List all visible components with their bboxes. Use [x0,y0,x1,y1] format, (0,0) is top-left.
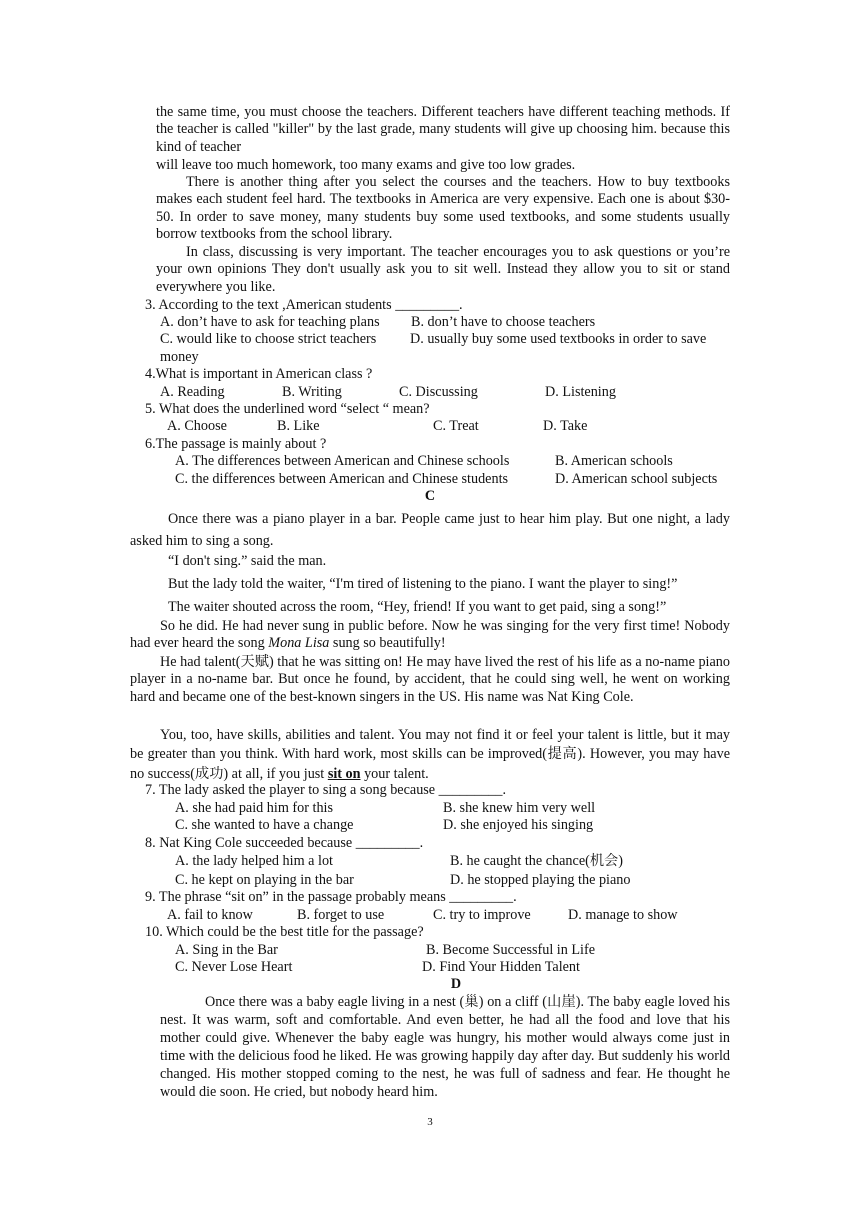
question-4-option-a[interactable]: A. Reading [160,384,225,400]
question-9-option-c[interactable]: C. try to improve [433,907,531,923]
passage-b-paragraph-1 [156,104,730,156]
question-3-stem: 3. According to the text ,American students _________. [145,297,463,313]
question-5-stem: 5. What does the underlined word “select “ mean? [145,401,430,417]
section-c-heading: C [424,488,436,504]
question-7-stem: 7. The lady asked the player to sing a song because _________. [145,782,507,798]
question-3-option-c[interactable]: C. would like to choose strict teachers [160,331,377,347]
question-9-stem: 9. The phrase “sit on” in the passage probably means _________. [145,889,517,905]
question-7-option-d[interactable]: D. she enjoyed his singing [443,817,594,833]
question-9-option-a[interactable]: A. fail to know [167,907,253,923]
passage-b-paragraph-1-end: will leave too much homework, too many exams and give too low grades. [156,157,576,173]
question-8-option-c[interactable]: C. he kept on playing in the bar [175,872,354,888]
paragraph-5-text-b: sung so beautifully! [329,635,446,652]
question-5-option-d[interactable]: D. Take [543,418,588,434]
question-8-option-b[interactable]: B. he caught the chance(机会) [450,853,623,869]
question-6-option-a[interactable]: A. The differences between American and Chinese schools [175,453,510,469]
question-4-option-b[interactable]: B. Writing [282,384,342,400]
question-3-option-d-cont: money [160,349,199,365]
question-3-option-a[interactable]: A. don’t have to ask for teaching plans [160,314,380,330]
paragraph-7-text-a: You, too, have skills, abilities and talent. You may not find it or feel your talent is little, but it may be greater than you think. With hard work, most skills can be improved(提高). However, you may have no success(成功) at all, if you just [130,727,730,782]
question-4-stem: 4.What is important in American class ? [145,366,373,382]
section-d-paragraph-1: Once there was a baby eagle living in a nest (巢) on a cliff (山崖). The baby eagle loved his nest. It was warm, soft and comfortable. And even better, he had all the food and love that his mother could give. Whenever the baby eagle was hungry, his mother would always come just in time with the delicious food he liked. He was growing happily day after day. But suddenly his world changed. His mother stopped coming to the nest, he was full of sadness and fear. He thought he would die soon. He cried, but nobody heard him. [160,994,731,1100]
section-c-paragraph-3: But the lady told the waiter, “I'm tired of listening to the piano. I want the player to sing!” [168,576,678,592]
underlined-phrase-sit-on: sit on [327,765,361,782]
section-c-paragraph-4: The waiter shouted across the room, “Hey, friend! If you want to get paid, sing a song!” [168,599,667,615]
question-7-option-b[interactable]: B. she knew him very well [443,800,596,816]
question-9-option-d[interactable]: D. manage to show [568,907,678,923]
question-6-option-b[interactable]: B. American schools [555,453,673,469]
question-8-option-d[interactable]: D. he stopped playing the piano [450,872,631,888]
section-c-paragraph-1: Once there was a piano player in a bar. People came just to hear him play. But one night, a lady asked him to sing a song. [130,511,730,549]
question-5-option-c[interactable]: C. Treat [433,418,479,434]
question-7-option-a[interactable]: A. she had paid him for this [175,800,334,816]
question-5-option-b[interactable]: B. Like [277,418,320,434]
question-10-stem: 10. Which could be the best title for the passage? [145,924,424,940]
question-4-option-c[interactable]: C. Discussing [399,384,478,400]
page-number: 3 [427,1116,433,1128]
paragraph-5-text-a: So he did. He had never sung in public before. Now he was singing for the very first time! Nobody had ever heard the song [130,618,730,652]
question-4-option-d[interactable]: D. Listening [545,384,616,400]
song-title: Mona Lisa [268,635,330,652]
passage-b-p1-text: the same time, you must choose the teachers. Different teachers have different teaching methods. If the teacher is called "killer" by the last grade, many students will give up choosing him. because this kind of teacher [156,104,730,155]
section-c-paragraph-7 [130,726,730,784]
question-8-stem: 8. Nat King Cole succeeded because _________. [145,835,424,851]
question-10-option-c[interactable]: C. Never Lose Heart [175,959,293,975]
question-6-option-d[interactable]: D. American school subjects [555,471,718,487]
question-10-option-b[interactable]: B. Become Successful in Life [426,942,596,958]
section-c-paragraph-2: “I don't sing.” said the man. [168,553,327,569]
section-d-heading: D [450,976,462,992]
question-3-option-b[interactable]: B. don’t have to choose teachers [411,314,596,330]
paragraph-7-text-b: your talent. [360,765,429,782]
question-8-option-a[interactable]: A. the lady helped him a lot [175,853,333,869]
question-3-option-d[interactable]: D. usually buy some used textbooks in order to save [410,331,707,347]
passage-b-paragraph-2: There is another thing after you select the courses and the teachers. How to buy textbooks makes each student feel hard. The textbooks in America are very expensive. Each one is about $30-50. In order to save money, many students buy some used textbooks, and some students usually borrow textbooks from the school library. [156,174,730,243]
question-6-stem: 6.The passage is mainly about ? [145,436,327,452]
question-5-option-a[interactable]: A. Choose [167,418,227,434]
section-c-paragraph-6: He had talent(天赋) that he was sitting on! He may have lived the rest of his life as a no-name piano player in a no-name bar. But once he found, by accident, that he could sing well, he went on working hard and became one of the best-known singers in the US. His name was Nat King Cole. [130,654,730,705]
question-7-option-c[interactable]: C. she wanted to have a change [175,817,354,833]
question-10-option-a[interactable]: A. Sing in the Bar [175,942,278,958]
section-c-paragraph-5 [130,618,730,653]
question-9-option-b[interactable]: B. forget to use [297,907,385,923]
passage-b-paragraph-3: In class, discussing is very important. The teacher encourages you to ask questions or you’re your own opinions They don't usually ask you to sit well. Instead they allow you to sit or stand everywhere you like. [156,244,730,295]
question-6-option-c[interactable]: C. the differences between American and Chinese students [175,471,509,487]
question-10-option-d[interactable]: D. Find Your Hidden Talent [422,959,580,975]
